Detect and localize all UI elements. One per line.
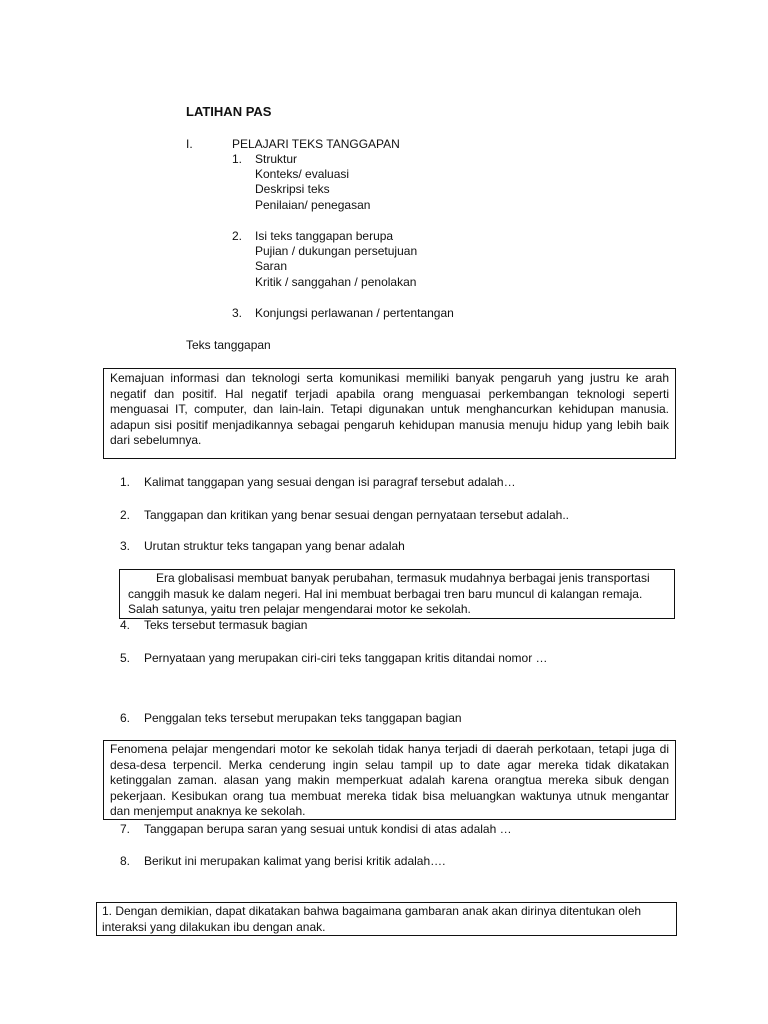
section-numeral: I. <box>186 137 193 151</box>
question-number: 3. <box>120 539 131 553</box>
question-number: 4. <box>120 618 131 632</box>
question-1 <box>120 475 516 489</box>
item-2-number: 2. <box>232 229 243 243</box>
item-2-sub: Pujian / dukungan persetujuan <box>255 244 418 258</box>
question-number: 1. <box>120 475 131 489</box>
question-number: 7. <box>120 822 131 836</box>
question-5 <box>120 651 548 665</box>
page-title: LATIHAN PAS <box>186 104 272 119</box>
item-2-sub: Saran <box>255 259 288 273</box>
passage-box-3 <box>103 740 676 820</box>
question-number: 6. <box>120 711 131 725</box>
item-1-label: Struktur <box>255 152 298 166</box>
passage-2-line: canggih masuk ke dalam negeri. Hal ini membuat berbagai tren baru muncul di kalangan remaja. <box>128 586 643 601</box>
answer-option-text: 1. Dengan demikian, dapat dikatakan bahwa bagaimana gambaran anak akan dirinya ditentukan oleh interaksi yang dilakukan ibu dengan anak. <box>102 904 642 934</box>
question-6 <box>120 711 462 725</box>
question-text: Tanggapan berupa saran yang sesuai untuk kondisi di atas adalah … <box>144 822 512 836</box>
section-heading: PELAJARI TEKS TANGGAPAN <box>232 137 400 151</box>
question-text: Tanggapan dan kritikan yang benar sesuai dengan pernyataan tersebut adalah.. <box>144 508 569 522</box>
question-number: 5. <box>120 651 131 665</box>
question-text: Kalimat tanggapan yang sesuai dengan isi paragraf tersebut adalah… <box>144 475 516 489</box>
question-8 <box>120 854 445 868</box>
passage-2-line: Era globalisasi membuat banyak perubahan, termasuk mudahnya berbagai jenis transportasi <box>156 571 650 585</box>
item-3-label: Konjungsi perlawanan / pertentangan <box>255 306 454 320</box>
passage-1-text: Kemajuan informasi dan teknologi serta komunikasi memiliki banyak pengaruh yang justru ke arah negatif dan positif. Hal negatif terjadi apabila orang menguasai perkembangan teknologi seperti menguasai IT, computer, dan lain-lain. Tetapi digunakan untuk menghancurkan kehidupan manusia. adapun sisi positif menjadikannya sebagai pengaruh kehidupan manusia menuju hidup yang lebih baik dari sebelumnya. <box>110 371 669 447</box>
teks-tanggapan-label: Teks tanggapan <box>186 338 271 352</box>
passage-3-text: Fenomena pelajar mengendari motor ke sekolah tidak hanya terjadi di daerah perkotaan, tetapi juga di desa-desa terpencil. Merka cenderung ingin selau tampil up to date agar mereka tidak dikatakan ketinggalan zaman. alasan yang makin memperkuat adalah karena orangtua mereka sibuk dengan pekerjaan. Kesibukan orang tua membuat mereka tidak bisa meluangkan waktunya utnuk mengantar dan menjemput anaknya ke sekolah. <box>110 742 669 818</box>
item-1-sub: Konteks/ evaluasi <box>255 167 350 181</box>
item-3-number: 3. <box>232 306 243 320</box>
passage-2-line: Salah satunya, yaitu tren pelajar mengendarai motor ke sekolah. <box>128 602 471 616</box>
question-4 <box>120 618 307 632</box>
question-text: Penggalan teks tersebut merupakan teks tanggapan bagian <box>144 711 462 725</box>
question-2 <box>120 508 569 522</box>
question-text: Teks tersebut termasuk bagian <box>144 618 308 632</box>
question-text: Pernyataan yang merupakan ciri-ciri teks tanggapan kritis ditandai nomor … <box>144 651 548 665</box>
question-text: Berikut ini merupakan kalimat yang berisi kritik adalah…. <box>144 854 446 868</box>
question-number: 8. <box>120 854 131 868</box>
item-1-sub: Penilaian/ penegasan <box>255 198 371 212</box>
question-7 <box>120 822 512 836</box>
question-text: Urutan struktur teks tangapan yang benar adalah <box>144 539 405 553</box>
passage-box-2 <box>119 569 675 619</box>
item-2-sub: Kritik / sanggahan / penolakan <box>255 275 417 289</box>
answer-option-box <box>96 902 677 936</box>
question-number: 2. <box>120 508 131 522</box>
item-2-label: Isi teks tanggapan berupa <box>255 229 394 243</box>
passage-box-1 <box>103 368 676 459</box>
item-1-sub: Deskripsi teks <box>255 182 330 196</box>
question-3 <box>120 539 405 553</box>
item-1-number: 1. <box>232 152 243 166</box>
